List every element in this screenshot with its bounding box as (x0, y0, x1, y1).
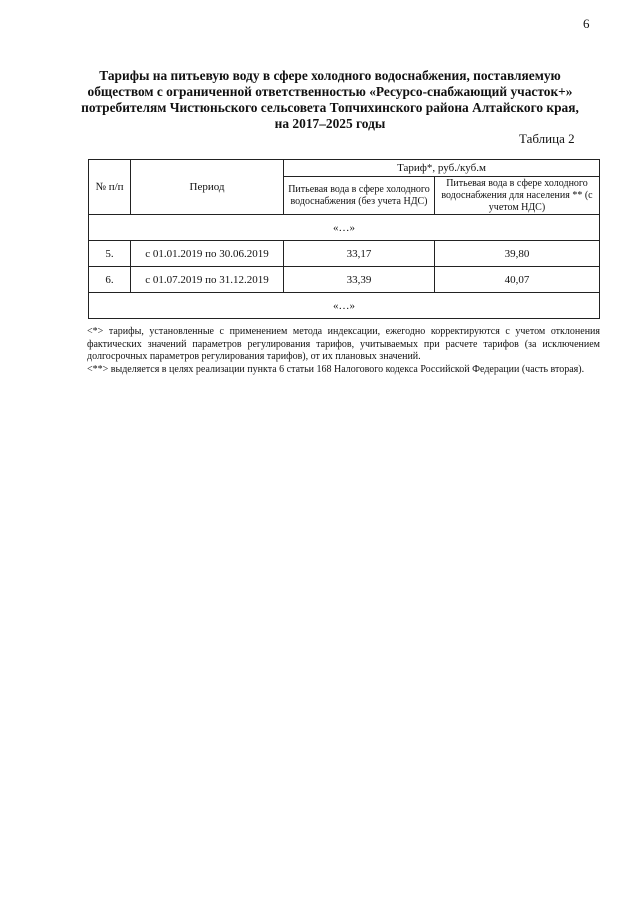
footnote-tariffs: <*> тарифы, установленные с применением метода индексации, ежегодно корректируются с учетом отклонения фактических значений параметров регулирования тарифов, учитываемых при расчете тарифов (за исключением долгосрочных параметров регулирования тарифов), от их плановых значений. (87, 326, 600, 362)
header-tariff: Тариф*, руб./куб.м (284, 160, 600, 177)
table-row-ellipsis-bottom (89, 293, 600, 319)
cell-number: 5. (89, 241, 131, 267)
table-row (89, 267, 600, 293)
title-line-4: на 2017–2025 годы (274, 116, 386, 131)
cell-tariff-no-vat: 33,39 (284, 267, 435, 293)
title-line-3: потребителям Чистюньского сельсовета Топчихинского района Алтайского края, (81, 100, 579, 115)
table-row-ellipsis-top (89, 215, 600, 241)
footnote-vat: <**> выделяется в целях реализации пункта 6 статьи 168 Налогового кодекса Российской Федерации (часть вторая). (87, 363, 585, 375)
footnotes (87, 326, 600, 376)
cell-tariff-with-vat: 40,07 (435, 267, 600, 293)
header-with-vat: Питьевая вода в сфере холодного водоснабжения для населения ** (с учетом НДС) (435, 177, 600, 215)
ellipsis-cell: «…» (89, 293, 600, 319)
title-line-1: Тарифы на питьевую воду в сфере холодного водоснабжения, поставляемую (99, 68, 561, 83)
cell-period: с 01.07.2019 по 31.12.2019 (131, 267, 284, 293)
table-row (89, 241, 600, 267)
cell-tariff-no-vat: 33,17 (284, 241, 435, 267)
ellipsis-cell: «…» (89, 215, 600, 241)
tariff-table (88, 159, 600, 319)
cell-period: с 01.01.2019 по 30.06.2019 (131, 241, 284, 267)
cell-number: 6. (89, 267, 131, 293)
header-period: Период (131, 160, 284, 215)
title-line-2: обществом с ограниченной ответственностью «Ресурсо-снабжающий участок+» (87, 84, 573, 99)
header-no-vat: Питьевая вода в сфере холодного водоснабжения (без учета НДС) (284, 177, 435, 215)
document-title (80, 68, 580, 132)
page-number: 6 (583, 16, 590, 31)
table-header-row (89, 160, 600, 177)
table-caption: Таблица 2 (519, 131, 575, 146)
header-number: № п/п (89, 160, 131, 215)
cell-tariff-with-vat: 39,80 (435, 241, 600, 267)
